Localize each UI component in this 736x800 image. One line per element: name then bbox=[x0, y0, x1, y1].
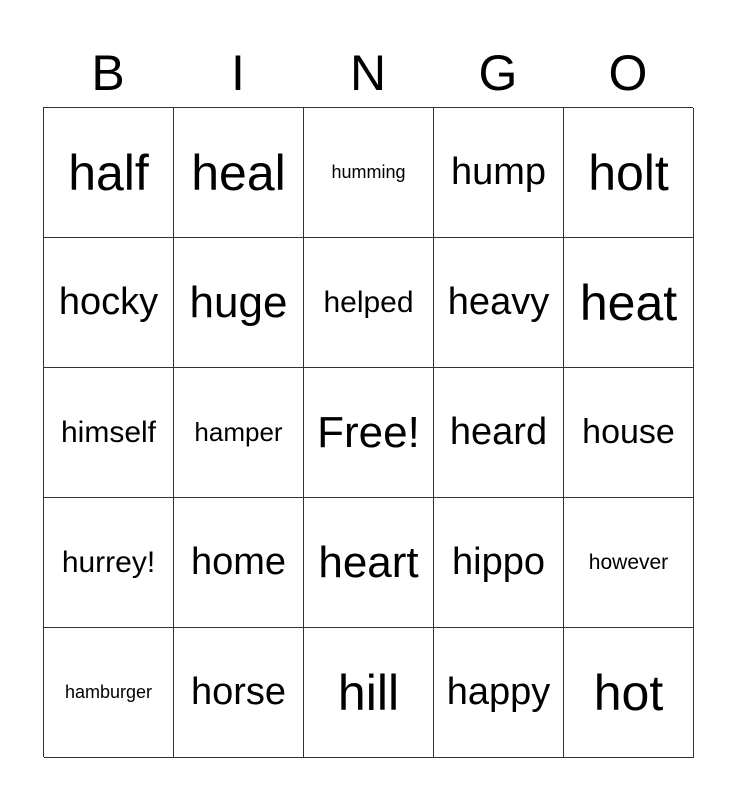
bingo-cell: heavy bbox=[434, 238, 564, 368]
bingo-cell: home bbox=[174, 498, 304, 628]
bingo-cell: hocky bbox=[44, 238, 174, 368]
bingo-cell: hump bbox=[434, 108, 564, 238]
bingo-cell: hill bbox=[304, 628, 434, 758]
header-letter-i: I bbox=[231, 45, 245, 101]
bingo-cell: heal bbox=[174, 108, 304, 238]
bingo-cell: hamburger bbox=[44, 628, 174, 758]
bingo-cell: however bbox=[564, 498, 694, 628]
bingo-cell: house bbox=[564, 368, 694, 498]
bingo-cell: heart bbox=[304, 498, 434, 628]
bingo-cell: himself bbox=[44, 368, 174, 498]
bingo-cell: heat bbox=[564, 238, 694, 368]
header-letter-g: G bbox=[478, 45, 518, 101]
header-letter-b: B bbox=[91, 45, 125, 101]
header-letter-o: O bbox=[608, 45, 648, 101]
bingo-cell: holt bbox=[564, 108, 694, 238]
bingo-cell: hamper bbox=[174, 368, 304, 498]
header-letter-n: N bbox=[349, 45, 387, 101]
bingo-cell: helped bbox=[304, 238, 434, 368]
bingo-card-grid bbox=[43, 107, 693, 757]
bingo-cell: hippo bbox=[434, 498, 564, 628]
bingo-cell: hot bbox=[564, 628, 694, 758]
bingo-cell: huge bbox=[174, 238, 304, 368]
bingo-cell: humming bbox=[304, 108, 434, 238]
bingo-cell: heard bbox=[434, 368, 564, 498]
bingo-cell: hurrey! bbox=[44, 498, 174, 628]
bingo-cell-free: Free! bbox=[304, 368, 434, 498]
bingo-header bbox=[43, 38, 693, 108]
bingo-cell: half bbox=[44, 108, 174, 238]
bingo-cell: horse bbox=[174, 628, 304, 758]
bingo-cell: happy bbox=[434, 628, 564, 758]
